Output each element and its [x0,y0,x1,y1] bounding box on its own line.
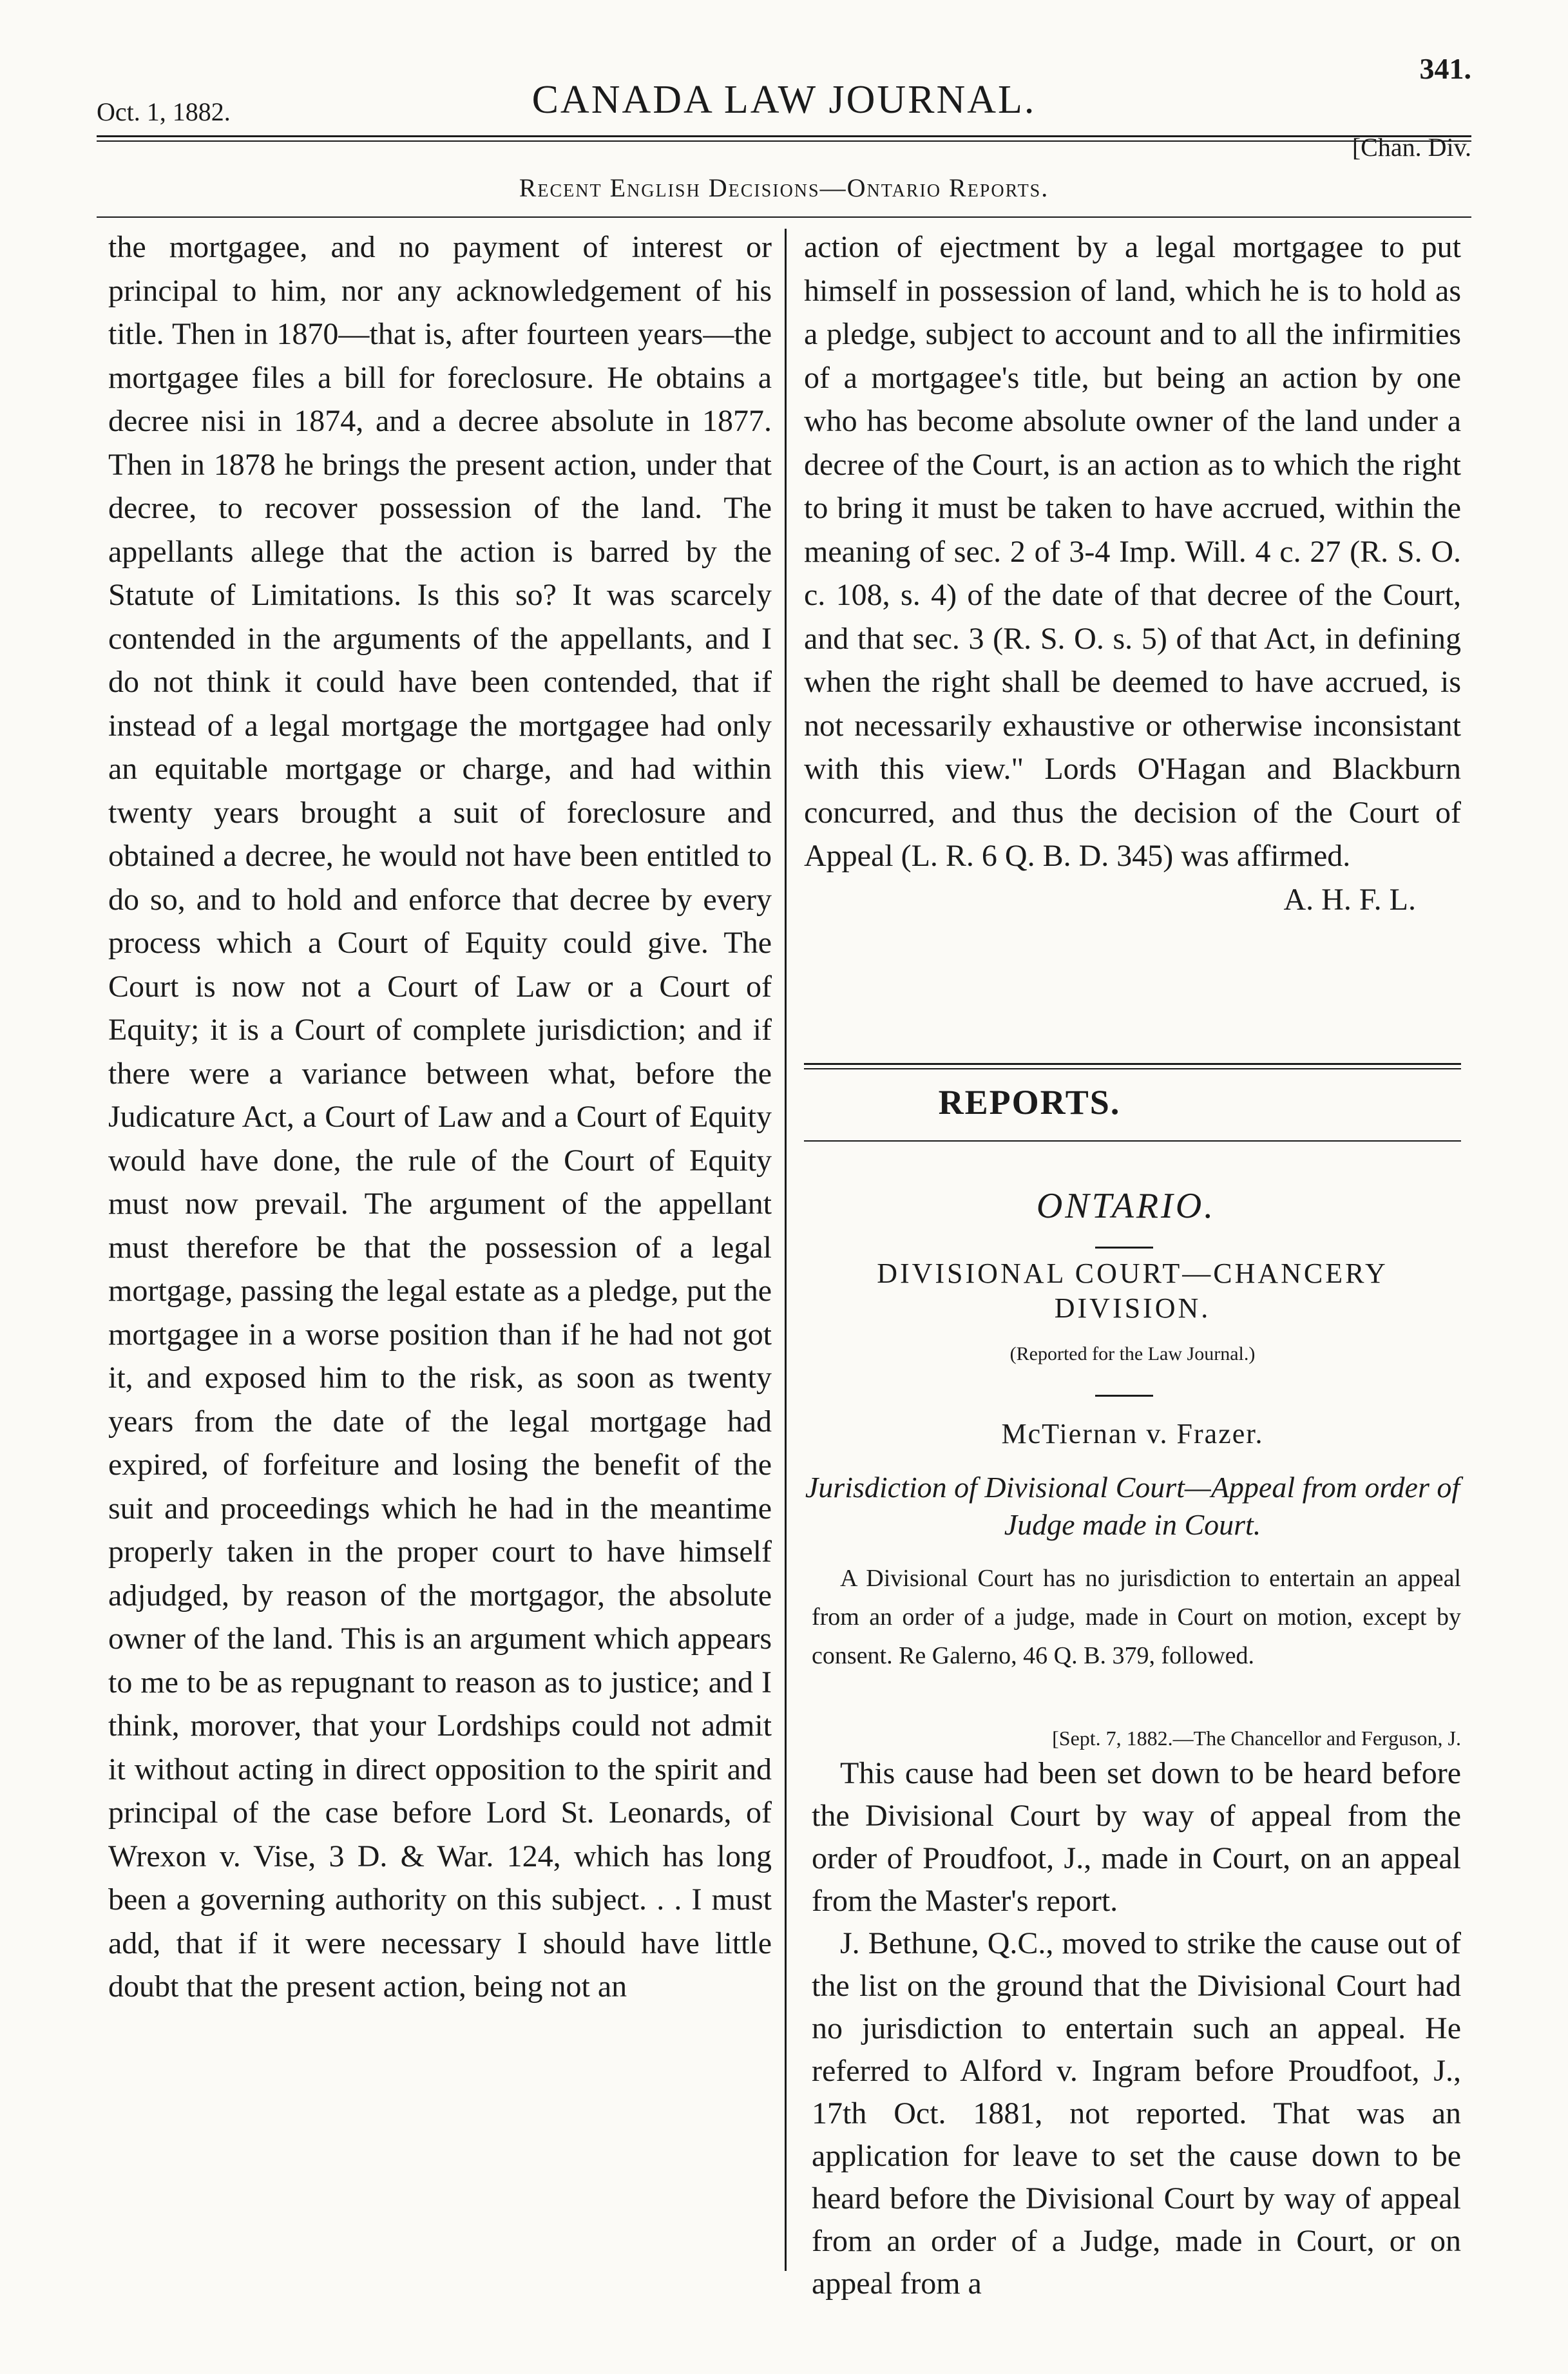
section-heading: Recent English Decisions—Ontario Reports. [519,173,1049,202]
reports-rule-bottom [804,1140,1461,1142]
reports-rule-top-2 [804,1068,1461,1069]
left-column-text: the mortgagee, and no payment of interest or principal to him, nor any acknowledgement of his title. Then in 1870—that is, after fourteen years—the mortgagee files a bill for foreclosure. He obtains a decree nisi in 1874, and a decree absolute in 1877. Then in 1878 he brings the present action, under that decree, to recover possession of the land. The appellants allege that the action is barred by the Statute of Limitations. Is this so? It was scarcely contended in the arguments of the appellants, and I do not think it could have been contended, that if instead of a legal mortgage the mortgagee had only an equitable mortgage or charge, and had within twenty years brought a suit of foreclosure and obtained a decree, he would not have been entitled to do so, and to hold and enforce that decree by every process which a Court of Equity could give. The Court is now not a Court of Law or a Court of Equity; it is a Court of complete jurisdiction; and if there were a variance between what, before the Judicature Act, a Court of Law and a Court of Equity would have done, the rule of the Court of Equity must now prevail. The argument of the appellant must therefore be that the possession of a legal mortgage, passing the legal estate as a pledge, put the mortgagee in a worse position than if he had not got it, and exposed him to the risk, as soon as twenty years from the date of the legal mortgage had expired, of forfeiture and losing the benefit of the suit and proceedings which he had in the meantime properly taken in the proper court to have himself adjudged, by reason of the mortgagor, the absolute owner of the land. This is an argument which appears to me to be as repugnant to reason as to justice; and I think, morover, that your Lordships could not admit it without acting in direct opposition to the spirit and principal of the case before Lord St. Leonards, of Wrexon v. Vise, 3 D. & War. 124, which has long been a governing authority on this subject. . . I must add, that if it were necessary I should have little doubt that the present action, being not an [108,230,772,2004]
division-tag: [Chan. Div. [1352,133,1471,162]
case-name: McTiernan v. Frazer. [1001,1418,1264,1450]
short-divider-1 [1095,1247,1153,1249]
report-paragraph-1: This cause had been set down to be heard before the Divisional Court by way of appeal from the order of Proudfoot, J., made in Court, on an appeal from the Master's report. [812,1756,1461,1918]
decision-date-line: [Sept. 7, 1882.—The Chancellor and Ferguson, J. [1052,1727,1461,1750]
header-rule-top [97,135,1471,137]
right-column-text: action of ejectment by a legal mortgagee to put himself in possession of land, which he is to hold as a pledge, subject to account and to all the infirmities of a mortgagee's title, but being an action by one who has become absolute owner of the land under a decree of the Court, is an action as to which the right to bring it must be taken to have accrued, within the meaning of sec. 2 of 3-4 Imp. Will. 4 c. 27 (R. S. O. c. 108, s. 4) of the date of that decree of the Court, and that sec. 3 (R. S. O. s. 5) of that Act, in defining when the right shall be deemed to have accrued, is not necessarily exhaustive or otherwise inconsistant with this view." Lords O'Hagan and Blackburn concurred, and thus the decision of the Court of Appeal (L. R. 6 Q. B. D. 345) was affirmed. [804,230,1461,873]
right-column-top [804,225,1461,921]
header-rule-lower [97,216,1471,218]
court-title: DIVISIONAL COURT—CHANCERY DIVISION. [877,1258,1388,1324]
header-date: Oct. 1, 1882. [97,97,231,126]
reports-rule-top [804,1063,1461,1065]
short-divider-2 [1095,1395,1153,1397]
header-rule-bottom [97,140,1471,142]
author-signoff: A. H. F. L. [1283,882,1416,917]
reports-heading: REPORTS. [938,1083,1121,1122]
headnote-title: Jurisdiction of Divisional Court—Appeal from order of Judge made in Court. [805,1471,1460,1541]
page-number: 341. [1419,52,1471,85]
column-separator [785,229,787,2271]
province-heading: ONTARIO. [1036,1186,1216,1226]
headnote-text: A Divisional Court has no jurisdiction to entertain an appeal from an order of a judge, made in Court on motion, except by consent. Re Galerno, 46 Q. B. 379, followed. [812,1565,1461,1669]
journal-title: CANADA LAW JOURNAL. [531,78,1037,122]
report-paragraph-2: J. Bethune, Q.C., moved to strike the cause out of the list on the ground that the Divisional Court had no jurisdiction to entertain such an appeal. He referred to Alford v. Ingram before Proudfoot, J., 17th Oct. 1881, not reported. That was an application for leave to set the cause down to be heard before the Divisional Court by way of appeal from an order of a Judge, made in Court, or on appeal from a [812,1926,1461,2301]
left-column [108,225,772,2009]
reported-for-note: (Reported for the Law Journal.) [1009,1343,1256,1364]
report-body [812,1752,1461,2305]
